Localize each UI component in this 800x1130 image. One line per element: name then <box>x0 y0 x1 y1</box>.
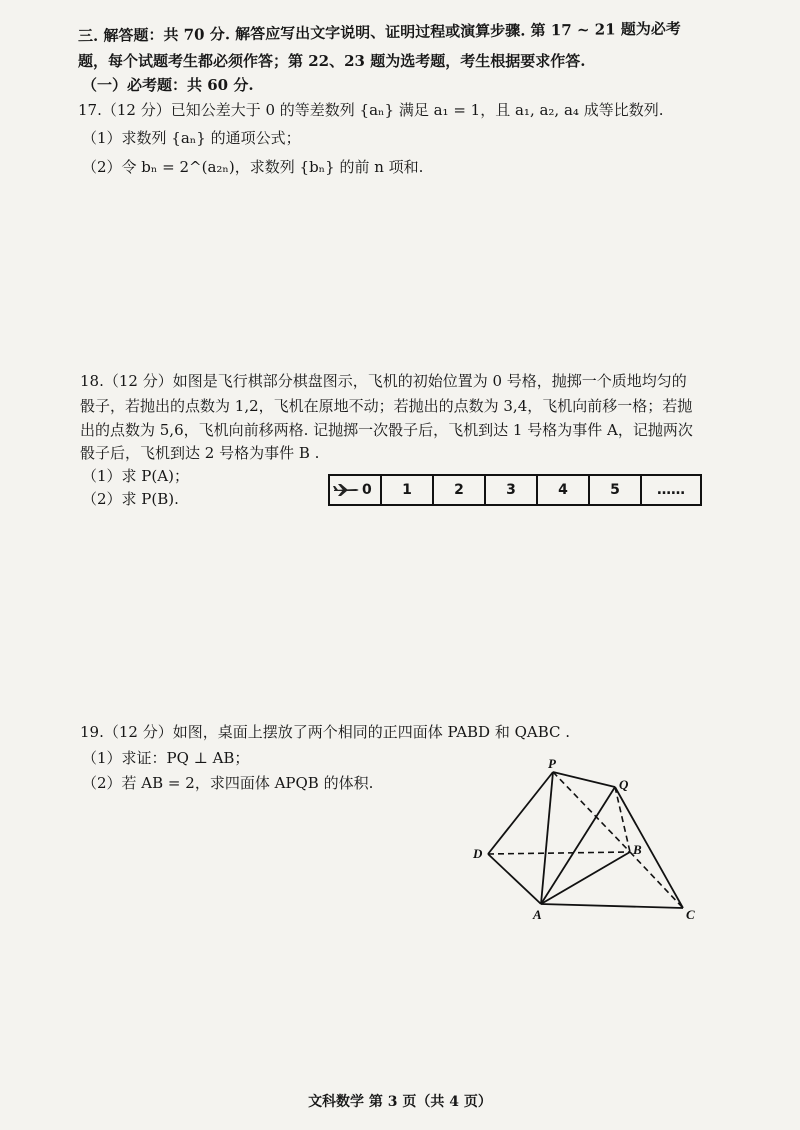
flight-chess-board <box>328 474 702 506</box>
q17-part2: （2）令 bₙ = 2^(a₂ₙ)，求数列 {bₙ} 的前 n 项和. <box>82 158 424 176</box>
edge-AB <box>541 852 630 904</box>
edge-AC <box>541 904 683 908</box>
vertex-label-P: P <box>548 756 556 771</box>
q18-line-4: 骰子后，飞机到达 2 号格为事件 B . <box>80 444 320 462</box>
section-heading-line-3: （一）必考题：共 60 分. <box>82 76 254 94</box>
board-cell-0 <box>330 476 382 504</box>
q18-line-2: 骰子，若抛出的点数为 1,2，飞机在原地不动；若抛出的点数为 3,4，飞机向前移一格；若抛 <box>80 397 693 415</box>
q18-part2: （2）求 P(B). <box>82 490 179 508</box>
board-cell-4: 4 <box>538 476 590 504</box>
board-cell-5: 5 <box>590 476 642 504</box>
edge-PA <box>541 772 553 904</box>
board-cell-2: 2 <box>434 476 486 504</box>
vertex-label-Q: Q <box>619 777 629 792</box>
vertex-label-A: A <box>533 907 542 922</box>
q18-line-1: 18.（12 分）如图是飞行棋部分棋盘图示，飞机的初始位置为 0 号格，抛掷一个质地均匀的 <box>80 372 687 390</box>
edge-DA <box>488 854 541 904</box>
q19-part2: （2）若 AB = 2，求四面体 APQB 的体积. <box>82 774 374 792</box>
edge-PD <box>488 772 553 854</box>
q18-part1: （1）求 P(A)； <box>82 467 189 485</box>
q19-part1: （1）求证：PQ ⊥ AB； <box>82 749 250 767</box>
board-cell-label: 0 <box>362 482 372 498</box>
section-heading-line-2: 题，每个试题考生都必须作答；第 22、23 题为选考题，考生根据要求作答. <box>78 52 586 70</box>
q17-stem: 17.（12 分）已知公差大于 0 的等差数列 {aₙ} 满足 a₁ = 1，且 a₁, a₂, a₄ 成等比数列. <box>78 101 664 119</box>
edge-AQ <box>541 787 615 904</box>
edge-DB-hidden <box>488 852 630 854</box>
airplane-icon <box>332 482 362 498</box>
board-cell-3: 3 <box>486 476 538 504</box>
board-cell-1: 1 <box>382 476 434 504</box>
vertex-label-D: D <box>473 846 483 861</box>
page-footer: 文科数学 第 3 页（共 4 页） <box>308 1094 492 1110</box>
board-cell-ellipsis: …… <box>657 482 685 498</box>
vertex-label-C: C <box>686 907 695 922</box>
q19-stem: 19.（12 分）如图，桌面上摆放了两个相同的正四面体 PABD 和 QABC . <box>80 723 571 741</box>
q18-line-3: 出的点数为 5,6，飞机向前移两格. 记抛掷一次骰子后，飞机到达 1 号格为事件 A，记抛两次 <box>80 421 693 439</box>
edge-PQ <box>553 772 615 787</box>
section-heading-line-1: 三. 解答题：共 70 分. 解答应写出文字说明、证明过程或演算步骤. 第 17 ~ 21 题为必考 <box>77 19 681 45</box>
tetrahedra-figure <box>460 755 720 925</box>
vertex-label-B: B <box>633 842 642 857</box>
edge-QB-hidden <box>615 787 630 852</box>
q17-part1: （1）求数列 {aₙ} 的通项公式； <box>82 129 301 147</box>
